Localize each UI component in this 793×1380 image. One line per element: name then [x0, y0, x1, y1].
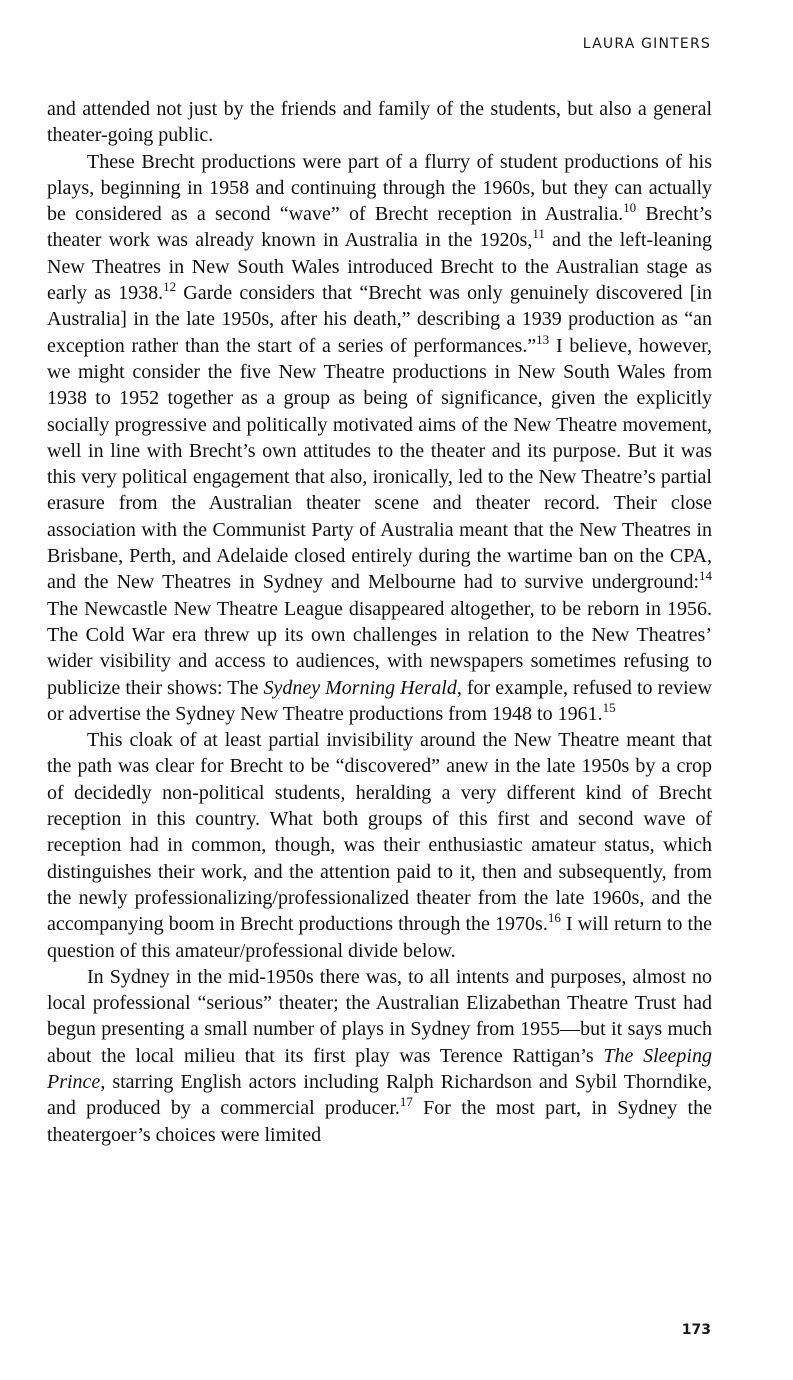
paragraph [47, 96, 712, 149]
text-run: These Brecht productions were part of a flurry of student productions of his plays, beginning in 1958 and continuing through the 1960s, but they can actually be considered as a second “wave” of Brecht reception in Australia. [47, 150, 712, 226]
footnote-marker: 11 [532, 226, 545, 242]
text-run: I will return to the question of this amateur/​professional divide below. [47, 913, 712, 962]
footnote-marker: 12 [163, 279, 177, 295]
text-run: This cloak of at least partial invisibility around the New Theatre meant that the path was clear for Brecht to be “discovered” anew in the late 1950s by a crop of decidedly non-political students, heralding a very different kind of Brecht reception in this country. What both groups of this first and second wave of reception had in common, though, was their enthusiastic amateur status, which distinguishes their work, and the attention paid to it, then and subsequently, from the newly professionalizing/professionalized theater from the late 1960s, and the accompanying boom in Brecht productions through the 1970s. [47, 729, 712, 936]
page-number: 173 [681, 1322, 711, 1338]
italic-title: The Sleeping Prince [47, 1044, 712, 1093]
text-run: I believe, however, we might consider the five New Theatre productions in New South Wales from 1938 to 1952 together as a group as being of significance, given the explicitly socially progressive and politically motivated aims of the New Theatre movement, well in line with Brecht’s own attitudes to the theater and its purpose. But it was this very political engagement that also, ironically, led to the New Theatre’s partial erasure from the Australian theater scene and theater record. Their close association with the Communist Party of Australia meant that the New Theatres in Brisbane, Perth, and Adelaide closed entirely during the wartime ban on the CPA, and the New Theatres in Sydney and Melbourne had to survive underground: [47, 334, 712, 594]
italic-title: Sydney Morning Herald [263, 676, 457, 699]
paragraph [47, 149, 712, 728]
text-run: and the left-leaning New Theatres in New South Wales introduced Brecht to the Australian stage as early as 1938. [47, 229, 712, 305]
body-text [47, 96, 712, 1148]
text-run: , for example, refused to review or advertise the Sydney New Theatre productions from 1948 to 1961. [47, 676, 712, 725]
footnote-marker: 14 [699, 568, 712, 584]
text-run: For the most part, in Sydney the theatergoer’s choices were limited [47, 1097, 712, 1146]
text-run: Garde considers that “Brecht was only genuinely discovered [in Australia] in the late 1950s, after his death,” describing a 1939 production as “an exception rather than the start of a series of performances.” [47, 282, 712, 357]
footnote-marker: 10 [623, 200, 637, 216]
text-run: , starring English actors including Ralph Richardson and Sybil Thorndike, and produced by a commercial producer. [47, 1070, 712, 1120]
paragraph [47, 964, 712, 1148]
text-run: Brecht’s theater work was already known in Australia in the 1920s, [47, 203, 713, 252]
footnote-marker: 17 [399, 1094, 413, 1110]
text-run: In Sydney in the mid-1950s there was, to all intents and purposes, almost no local professional “serious” theater; the Australian Elizabethan Theatre Trust had begun presenting a small number of plays in Sydney from 1955—but it says much about the local milieu that its first play was Terence Rattigan’s [47, 965, 712, 1067]
paragraph [47, 727, 712, 964]
text-run: The Newcastle New Theatre League disappeared altogether, to be reborn in 1956. The Cold War era threw up its own challenges in relation to the New Theatres’ wider visibility and access to audiences, with newspapers sometimes refusing to publicize their shows: The [47, 597, 712, 699]
text-run: and attended not just by the friends and family of the students, but also a general theater-going public. [47, 98, 712, 147]
running-head-author: LAURA GINTERS [582, 36, 711, 52]
footnote-marker: 16 [547, 910, 561, 926]
footnote-marker: 15 [602, 699, 616, 715]
footnote-marker: 13 [536, 331, 550, 347]
